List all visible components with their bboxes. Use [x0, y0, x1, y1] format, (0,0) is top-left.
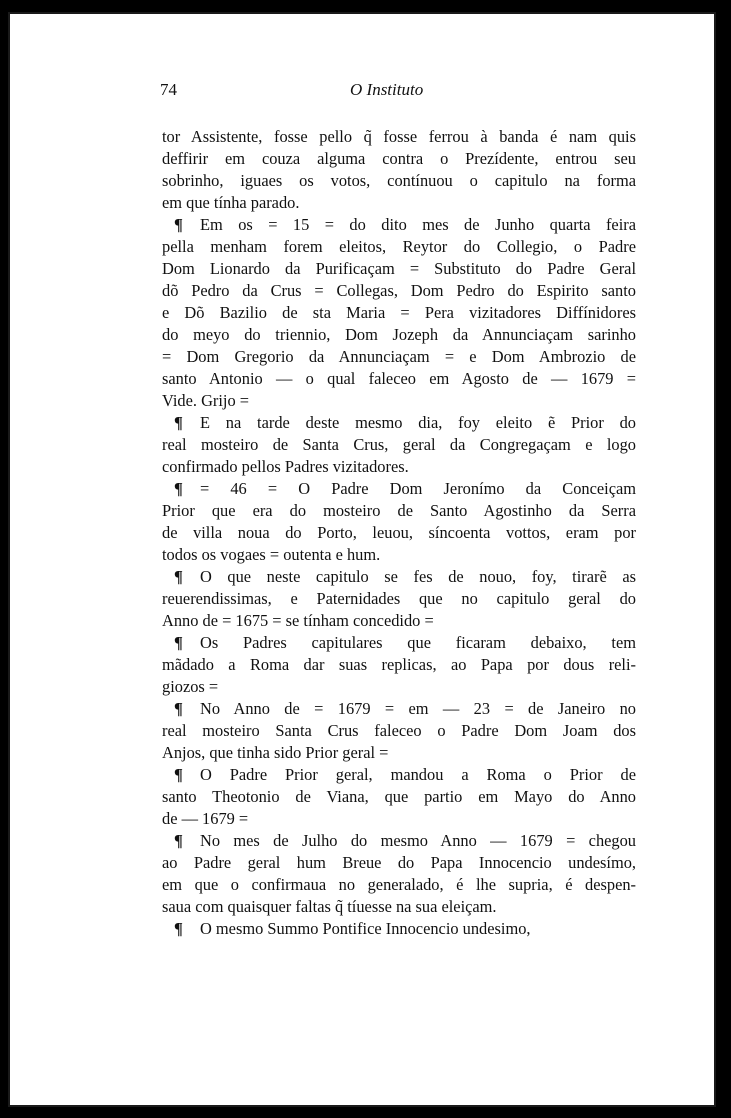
paragraph-mark-icon: ¶ — [174, 831, 183, 850]
line-text: todos os vogaes = outenta e hum. — [162, 545, 381, 564]
line-text: confirmado pellos Padres vizitadores. — [162, 457, 409, 476]
text-line — [162, 588, 636, 610]
paragraph-mark-icon: ¶ — [174, 765, 183, 784]
text-line — [162, 412, 636, 434]
line-text: = 46 = O Padre Dom Jeronímo da Conceiçam — [200, 479, 636, 498]
paragraph-mark-icon: ¶ — [174, 633, 183, 652]
line-text: giozos = — [162, 677, 219, 696]
text-line — [162, 720, 636, 742]
paragraph — [162, 830, 636, 918]
line-text: ao Padre geral hum Breue do Papa Innocencio undesímo, — [162, 853, 636, 872]
line-text: Anno de = 1675 = se tínham concedido = — [162, 611, 434, 630]
paragraph-mark-icon: ¶ — [174, 479, 183, 498]
text-line — [162, 478, 636, 500]
text-line — [162, 302, 636, 324]
text-line — [162, 258, 636, 280]
line-text: mãdado a Roma dar suas replicas, ao Papa por dous reli- — [162, 655, 636, 674]
text-line — [162, 236, 636, 258]
line-text: de — 1679 = — [162, 809, 249, 828]
line-text: E na tarde deste mesmo dia, foy eleito ẽ Prior do — [200, 413, 636, 432]
text-line — [162, 280, 636, 302]
page-header — [160, 80, 530, 106]
text-line — [162, 874, 636, 896]
line-text: do meyo do triennio, Dom Jozeph da Annunciaçam sarinho — [162, 325, 636, 344]
line-text: sobrinho, iguaes os votos, contínuou o capitulo na forma — [162, 171, 636, 190]
line-text: em que o confirmaua no generalado, é lhe supria, é despen- — [162, 875, 636, 894]
paragraph-mark-icon: ¶ — [174, 699, 183, 718]
text-line — [162, 566, 636, 588]
text-line — [162, 764, 636, 786]
line-text: O que neste capitulo se fes de nouo, foy, tirarẽ as — [200, 567, 636, 586]
text-line — [162, 676, 636, 698]
line-text: de villa noua do Porto, leuou, síncoenta vottos, eram por — [162, 523, 636, 542]
text-line — [162, 918, 636, 940]
text-line — [162, 610, 636, 632]
text-line — [162, 698, 636, 720]
paragraph-mark-icon: ¶ — [174, 919, 183, 938]
text-line — [162, 786, 636, 808]
line-text: Em os = 15 = do dito mes de Junho quarta feira — [200, 215, 636, 234]
paragraph — [162, 126, 636, 214]
text-line — [162, 148, 636, 170]
text-line — [162, 368, 636, 390]
line-text: O Padre Prior geral, mandou a Roma o Prior de — [200, 765, 636, 784]
line-text: em que tínha parado. — [162, 193, 300, 212]
line-text: real mosteiro Santa Crus faleceo o Padre Dom Joam dos — [162, 721, 636, 740]
text-line — [162, 632, 636, 654]
paragraph-mark-icon: ¶ — [174, 567, 183, 586]
text-line — [162, 830, 636, 852]
line-text: Vide. Grijo = — [162, 391, 250, 410]
line-text: O mesmo Summo Pontifice Innocencio undesimo, — [200, 919, 531, 938]
line-text: santo Antonio — o qual faleceo em Agosto de — 1679 = — [162, 369, 636, 388]
paragraph — [162, 918, 636, 940]
paragraph-mark-icon: ¶ — [174, 215, 183, 234]
line-text: pella menham forem eleitos, Reytor do Collegio, o Padre — [162, 237, 636, 256]
line-text: No mes de Julho do mesmo Anno — 1679 = chegou — [200, 831, 636, 850]
paragraph — [162, 478, 636, 566]
text-line — [162, 170, 636, 192]
paragraph — [162, 566, 636, 632]
line-text: Prior que era do mosteiro de Santo Agostinho da Serra — [162, 501, 636, 520]
running-title: O Instituto — [350, 80, 424, 99]
text-line — [162, 852, 636, 874]
line-text: = Dom Gregorio da Annunciaçam = e Dom Ambrozio de — [162, 347, 636, 366]
paragraph-mark-icon: ¶ — [174, 413, 183, 432]
text-line — [162, 192, 636, 214]
page-number: 74 — [160, 80, 177, 99]
text-line — [162, 500, 636, 522]
line-text: Anjos, que tinha sido Prior geral = — [162, 743, 389, 762]
line-text: Os Padres capitulares que ficaram debaixo, tem — [200, 633, 636, 652]
line-text: tor Assistente, fosse pello q̃ fosse ferrou à banda é nam quis — [162, 127, 636, 146]
text-line — [162, 456, 636, 478]
text-line — [162, 654, 636, 676]
line-text: deffirir em couza alguma contra o Prezídente, entrou seu — [162, 149, 636, 168]
book-page — [8, 12, 716, 1107]
paragraph — [162, 214, 636, 412]
text-line — [162, 544, 636, 566]
text-line — [162, 522, 636, 544]
line-text: Dom Lionardo da Purificaçam = Substituto do Padre Geral — [162, 259, 636, 278]
text-line — [162, 808, 636, 830]
line-text: e Dõ Bazilio de sta Maria = Pera vizitadores Diffínidores — [162, 303, 636, 322]
paragraph — [162, 412, 636, 478]
line-text: No Anno de = 1679 = em — 23 = de Janeiro no — [200, 699, 636, 718]
text-line — [162, 742, 636, 764]
text-line — [162, 390, 636, 412]
text-line — [162, 214, 636, 236]
text-line — [162, 126, 636, 148]
paragraph — [162, 698, 636, 764]
line-text: saua com quaisquer faltas q̃ tíuesse na sua eleiçam. — [162, 897, 497, 916]
paragraph — [162, 632, 636, 698]
line-text: dõ Pedro da Crus = Collegas, Dom Pedro do Espirito santo — [162, 281, 636, 300]
text-line — [162, 896, 636, 918]
text-line — [162, 324, 636, 346]
paragraph — [162, 764, 636, 830]
line-text: reuerendissimas, e Paternidades que no capitulo geral do — [162, 589, 636, 608]
line-text: real mosteiro de Santa Crus, geral da Congregaçam e logo — [162, 435, 636, 454]
text-line — [162, 346, 636, 368]
text-line — [162, 434, 636, 456]
line-text: santo Theotonio de Viana, que partio em Mayo do Anno — [162, 787, 636, 806]
body-text — [162, 126, 636, 940]
